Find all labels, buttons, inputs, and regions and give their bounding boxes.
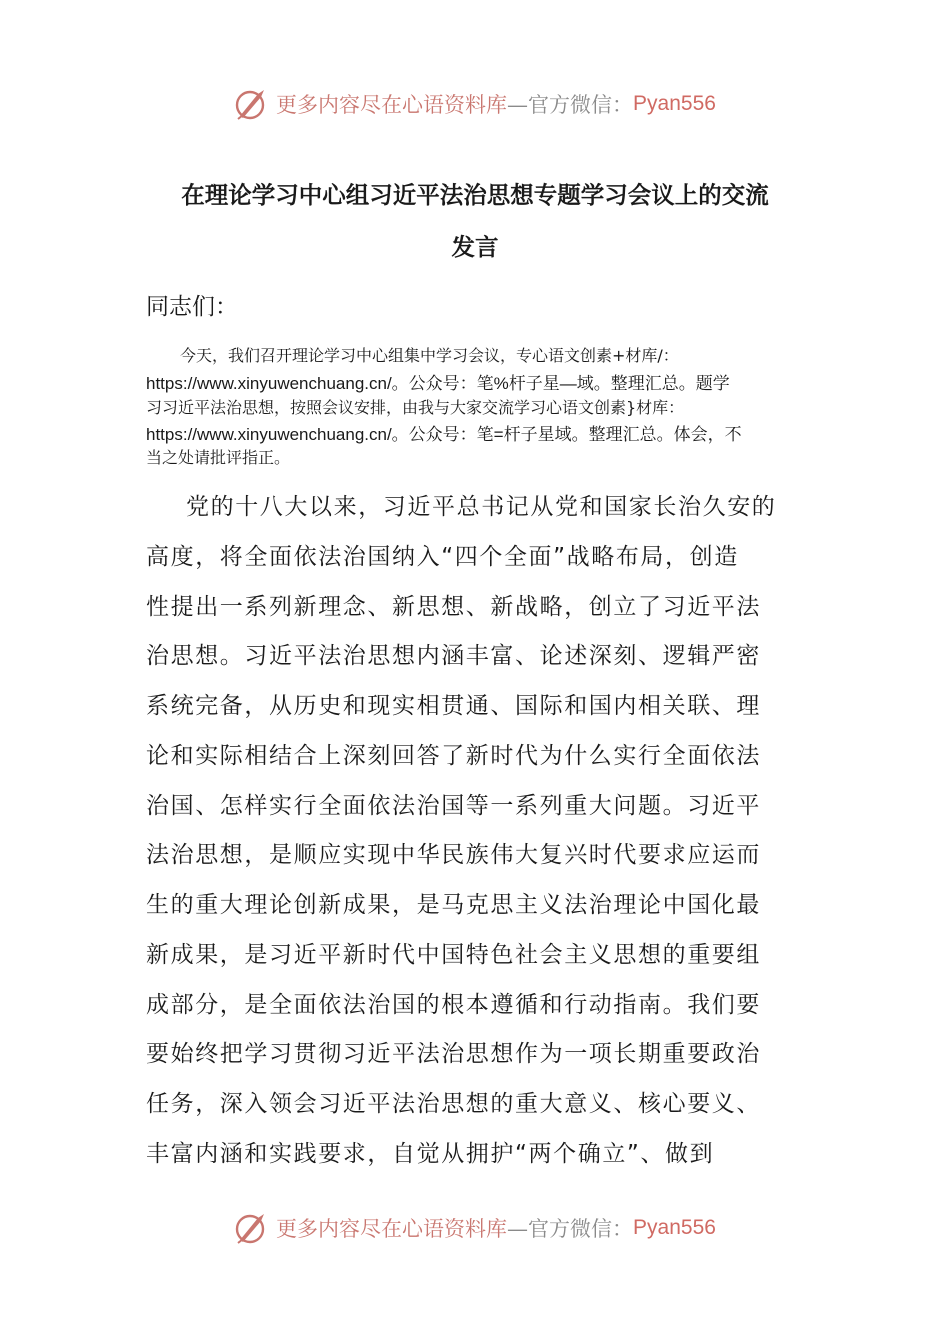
intro-line: 今天，我们召开理论学习中心组集中学习会议，专心语文创素+材库/： bbox=[180, 346, 679, 365]
header-banner bbox=[0, 84, 950, 124]
document-title-line-2: 发言 bbox=[451, 233, 499, 261]
document-title-line-1: 在理论学习中心组习近平法治思想专题学习会议上的交流 bbox=[181, 181, 769, 209]
banner-official-label: —官方微信： bbox=[507, 1217, 634, 1241]
intro-line bbox=[146, 369, 806, 394]
body-line: 党的十八大以来，习近平总书记从党和国家长治久安的 bbox=[186, 494, 777, 520]
body-line: 系统完备，从历史和现实相贯通、国际和国内相关联、理 bbox=[146, 693, 761, 719]
body-line: 法治思想，是顺应实现中华民族伟大复兴时代要求应运而 bbox=[146, 842, 761, 868]
intro-line-text: https://www.xinyuwenchuang.cn/。公众号：笔%杆子星—域。整理汇总。题学 bbox=[146, 374, 730, 393]
body-line: 丰富内涵和实践要求，自觉从拥护“两个确立”、做到 bbox=[146, 1141, 715, 1167]
pen-logo-icon bbox=[234, 86, 270, 122]
body-line: 新成果，是习近平新时代中国特色社会主义思想的重要组 bbox=[146, 942, 761, 968]
intro-line: 当之处请批评指正。 bbox=[146, 448, 291, 467]
body-line: 治国、怎样实行全面依法治国等一系列重大问题。习近平 bbox=[146, 793, 761, 819]
body-line: 治思想。习近平法治思想内涵丰富、论述深刻、逻辑严密 bbox=[146, 643, 761, 669]
body-line: 论和实际相结合上深刻回答了新时代为什么实行全面依法 bbox=[146, 743, 761, 769]
intro-line-text: https://www.xinyuwenchuang.cn/。公众号：笔=杆子星域。整理汇总。体会，不 bbox=[146, 425, 742, 444]
intro-line bbox=[146, 420, 806, 445]
body-line: 要始终把学习贯彻习近平法治思想作为一项长期重要政治 bbox=[146, 1041, 761, 1067]
banner-wechat-handle: Pyan556 bbox=[633, 1216, 716, 1239]
body-line: 任务，深入领会习近平法治思想的重大意义、核心要义、 bbox=[146, 1091, 761, 1117]
body-line: 生的重大理论创新成果，是马克思主义法治理论中国化最 bbox=[146, 892, 761, 918]
body-line: 成部分，是全面依法治国的根本遵循和行动指南。我们要 bbox=[146, 992, 761, 1018]
pen-logo-icon bbox=[234, 1210, 270, 1246]
intro-line: 习习近平法治思想，按照会议安排，由我与大家交流学习心语文创素}材库： bbox=[146, 398, 685, 417]
banner-slogan: 更多内容尽在心语资料库 bbox=[276, 93, 508, 117]
body-line: 性提出一系列新理念、新思想、新战略，创立了习近平法 bbox=[146, 594, 761, 620]
footer-banner bbox=[0, 1208, 950, 1248]
banner-slogan: 更多内容尽在心语资料库 bbox=[276, 1217, 508, 1241]
banner-wechat-handle: Pyan556 bbox=[633, 92, 716, 115]
body-line: 高度，将全面依法治国纳入“四个全面”战略布局，创造 bbox=[146, 544, 739, 570]
banner-official-label: —官方微信： bbox=[507, 93, 634, 117]
salutation: 同志们： bbox=[146, 294, 238, 320]
